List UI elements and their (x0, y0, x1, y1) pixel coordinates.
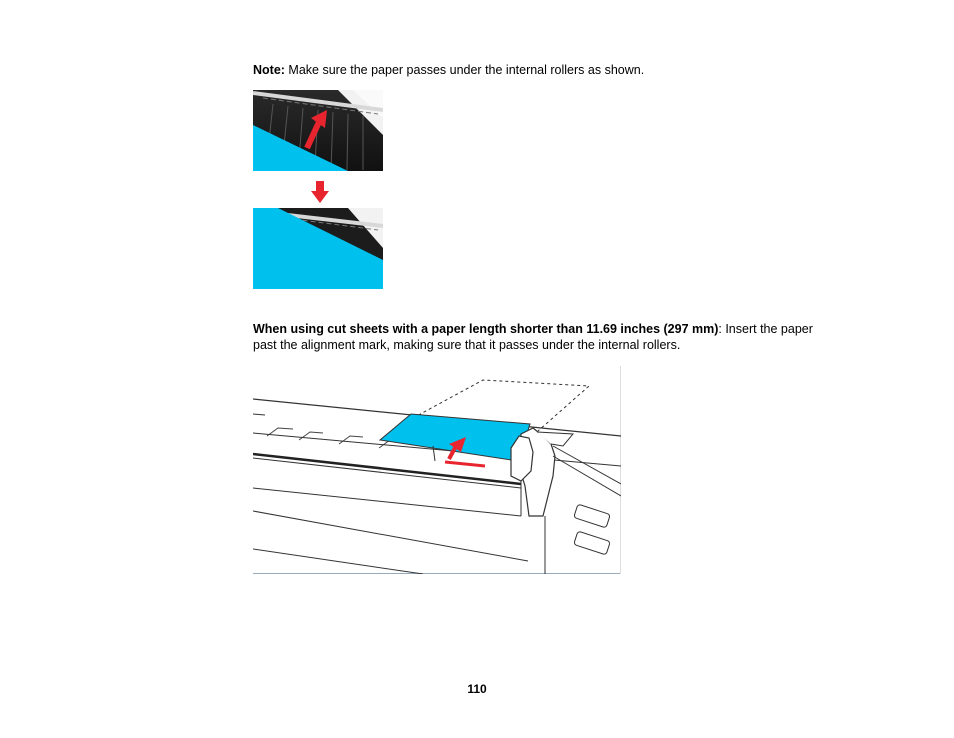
cut-sheet-diagram (253, 366, 621, 574)
instruction-paragraph (253, 321, 813, 353)
note-label: Note: (253, 63, 285, 77)
roller-photo-before (253, 90, 383, 171)
note-text: Make sure the paper passes under the internal rollers as shown. (284, 63, 645, 77)
note-paragraph (253, 62, 853, 78)
roller-photo-after (253, 208, 383, 289)
page-number: 110 (467, 682, 487, 696)
instruction-text: : Insert the paper past the alignment mark, making sure that it passes under the internal rollers. (253, 322, 813, 352)
arrow-down-icon (311, 181, 329, 203)
instruction-bold: When using cut sheets with a paper length shorter than 11.69 inches (297 mm) (253, 322, 719, 336)
